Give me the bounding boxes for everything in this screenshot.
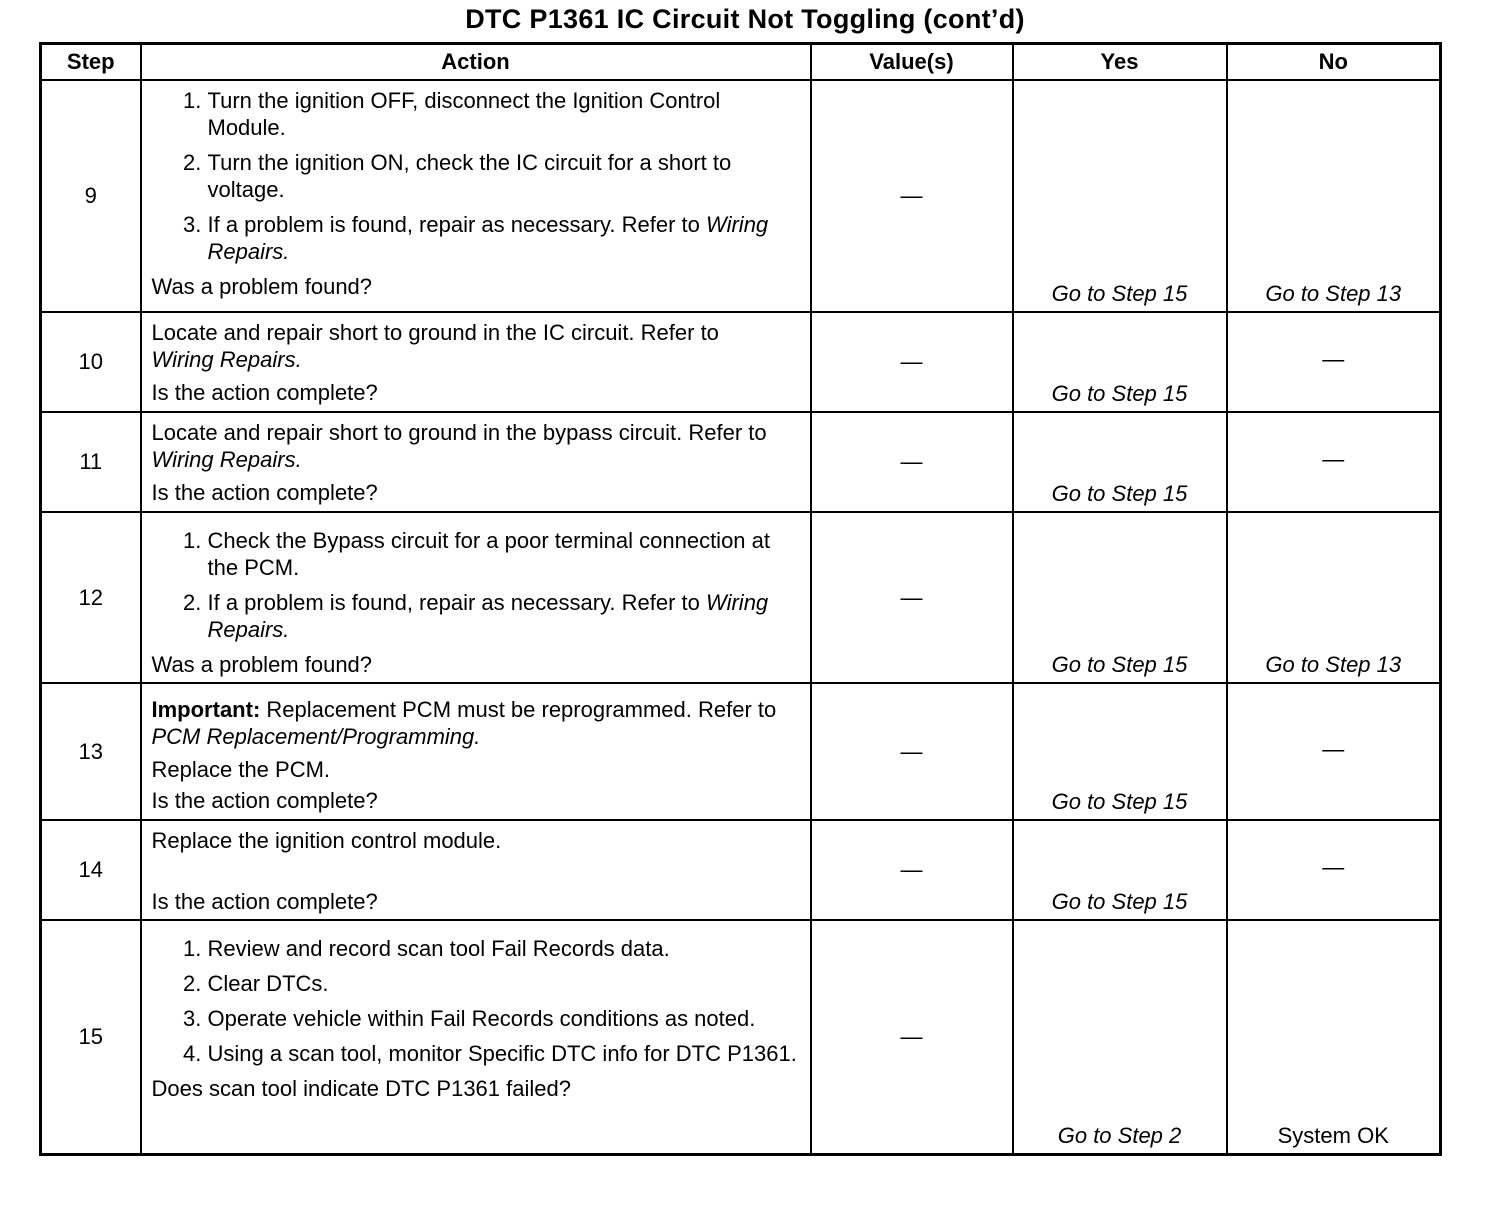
list-item: 2. Clear DTCs. (208, 970, 800, 997)
yes-result: Go to Step 15 (1051, 381, 1188, 406)
question: Was a problem found? (151, 652, 373, 677)
no-cell (1227, 412, 1441, 512)
question: Is the action complete? (151, 380, 378, 405)
question: Is the action complete? (151, 480, 378, 505)
no-result: — (1322, 446, 1345, 472)
yes-cell (1013, 512, 1227, 683)
item-text: Locate and repair short to ground in the IC circuit. Refer to (151, 320, 719, 345)
reference-link: Wiring Repairs. (151, 347, 302, 372)
value-cell: — (811, 683, 1013, 820)
table-row (41, 312, 1441, 412)
yes-result: Go to Step 15 (1051, 889, 1188, 914)
yes-cell (1013, 683, 1227, 820)
no-cell (1227, 683, 1441, 820)
reference-link: Wiring Repairs. (207, 212, 769, 264)
list-item: 2. Turn the ignition ON, check the IC circuit for a short to voltage. (208, 149, 800, 203)
question: Is the action complete? (151, 788, 378, 813)
question: Is the action complete? (151, 889, 378, 914)
yes-cell (1013, 920, 1227, 1154)
action-text: Replace the ignition control module. (151, 828, 502, 853)
table-header-row (41, 44, 1441, 81)
yes-result: Go to Step 15 (1051, 481, 1188, 506)
item-text: Locate and repair short to ground in the bypass circuit. Refer to (151, 420, 767, 445)
yes-cell (1013, 312, 1227, 412)
header-yes: Yes (1013, 44, 1227, 81)
table-row (41, 80, 1441, 312)
value-cell: — (811, 312, 1013, 412)
item-text: If a problem is found, repair as necessary. Refer to (207, 590, 700, 615)
yes-cell (1013, 80, 1227, 312)
reference-link: PCM Replacement/Programming. (151, 724, 481, 749)
table-row (41, 683, 1441, 820)
no-result: — (1322, 854, 1345, 880)
action-text: Replace the PCM. (151, 757, 331, 782)
list-item (208, 589, 800, 643)
no-cell (1227, 820, 1441, 920)
list-item: 4. Using a scan tool, monitor Specific DTC info for DTC P1361. (208, 1040, 800, 1067)
list-item: 3. Operate vehicle within Fail Records conditions as noted. (208, 1005, 800, 1032)
action-cell (141, 512, 811, 683)
action-cell (141, 412, 811, 512)
action-cell (141, 80, 811, 312)
important-note (152, 696, 800, 750)
no-result: — (1322, 735, 1345, 761)
list-item (208, 211, 800, 265)
page-title: DTC P1361 IC Circuit Not Toggling (cont’d) (465, 4, 1025, 34)
value-cell: — (811, 412, 1013, 512)
step-number: 12 (41, 512, 141, 683)
no-result: — (1322, 346, 1345, 372)
value-cell: — (811, 820, 1013, 920)
yes-cell (1013, 820, 1227, 920)
header-no: No (1227, 44, 1441, 81)
action-text (152, 319, 800, 373)
header-action: Action (141, 44, 811, 81)
yes-result: Go to Step 15 (1051, 789, 1188, 814)
table-row (41, 412, 1441, 512)
action-list (152, 935, 800, 1067)
no-cell (1227, 920, 1441, 1154)
step-number: 9 (41, 80, 141, 312)
header-values: Value(s) (811, 44, 1013, 81)
action-list (152, 527, 800, 643)
item-text: Replacement PCM must be reprogrammed. Refer to (266, 697, 777, 722)
yes-result: Go to Step 15 (1051, 281, 1188, 306)
step-number: 10 (41, 312, 141, 412)
yes-result: Go to Step 2 (1057, 1122, 1182, 1148)
action-cell (141, 920, 811, 1154)
no-cell (1227, 512, 1441, 683)
no-cell (1227, 312, 1441, 412)
question: Was a problem found? (151, 274, 373, 299)
value-cell: — (811, 80, 1013, 312)
yes-cell (1013, 412, 1227, 512)
yes-result: Go to Step 15 (1051, 652, 1188, 677)
no-result: System OK (1277, 1122, 1389, 1148)
table-row (41, 920, 1441, 1154)
step-number: 15 (41, 920, 141, 1154)
list-item: 1. Check the Bypass circuit for a poor terminal connection at the PCM. (208, 527, 800, 581)
important-label: Important: (151, 697, 261, 722)
no-cell (1227, 80, 1441, 312)
step-number: 14 (41, 820, 141, 920)
step-number: 13 (41, 683, 141, 820)
item-text: If a problem is found, repair as necessary. Refer to (207, 212, 700, 237)
diagnostic-table (39, 42, 1442, 1156)
reference-link: Wiring Repairs. (151, 447, 302, 472)
question: Does scan tool indicate DTC P1361 failed? (151, 1076, 571, 1101)
action-text (152, 419, 800, 473)
action-cell (141, 312, 811, 412)
step-number: 11 (41, 412, 141, 512)
reference-link: Wiring Repairs. (207, 590, 769, 642)
action-cell (141, 683, 811, 820)
value-cell: — (811, 512, 1013, 683)
action-list (152, 87, 800, 265)
list-item: 1. Turn the ignition OFF, disconnect the Ignition Control Module. (208, 87, 800, 141)
no-result: Go to Step 13 (1265, 652, 1402, 677)
list-item: 1. Review and record scan tool Fail Records data. (208, 935, 800, 962)
header-step: Step (41, 44, 141, 81)
action-cell (141, 820, 811, 920)
table-row (41, 512, 1441, 683)
table-row (41, 820, 1441, 920)
value-cell: — (811, 920, 1013, 1154)
no-result: Go to Step 13 (1265, 281, 1402, 306)
